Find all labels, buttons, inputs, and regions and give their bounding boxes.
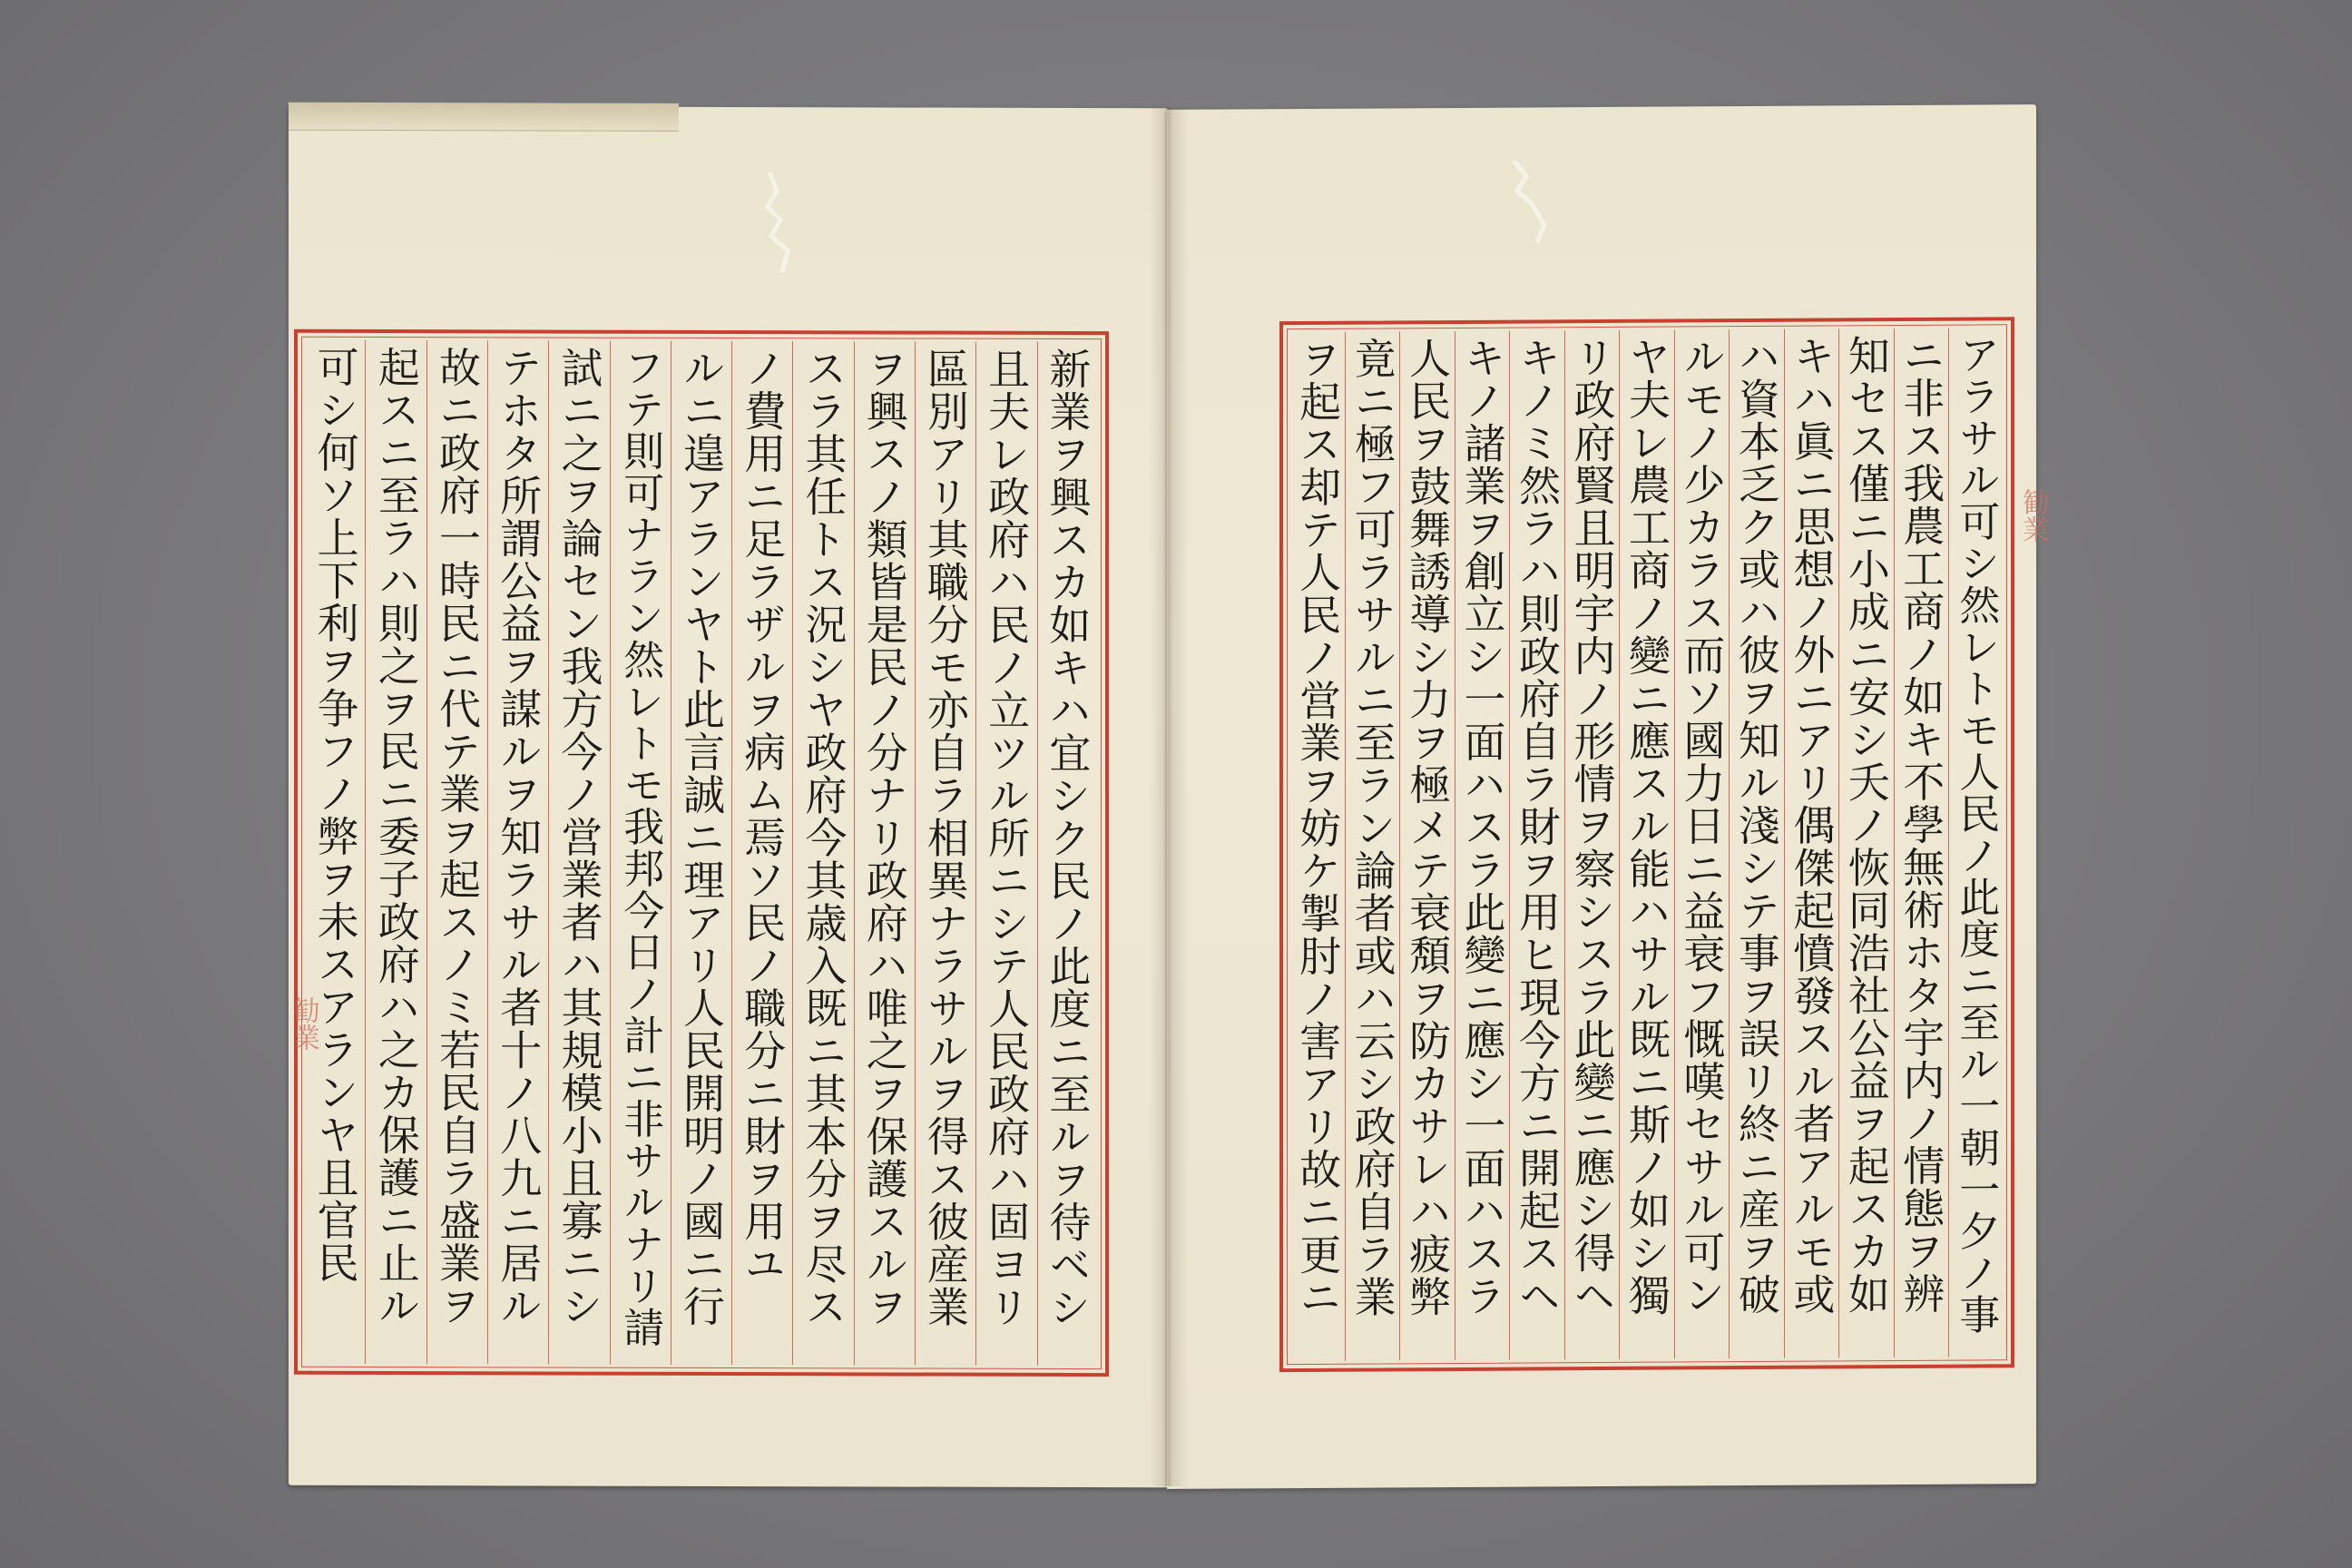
text-column: フテ則可ナラン然レトモ我邦今日ノ計ニ非サルナリ請 bbox=[616, 346, 665, 1348]
text-column: 起スニ至ラハ則之ヲ民ニ委子政府ハ之カ保護ニ止ル bbox=[371, 345, 421, 1328]
text-column: スラ其任トス況シヤ政府今其歳入既ニ其本分ヲ尽ス bbox=[799, 347, 848, 1328]
text-column: 竟ニ極フ可ラサルニ至ラン論者或ハ云シ政府自ラ業 bbox=[1348, 337, 1397, 1318]
right-page-text bbox=[1290, 333, 2004, 1356]
ruling-line bbox=[1948, 328, 2004, 1357]
ruling-line bbox=[305, 340, 365, 1364]
ruling-line bbox=[548, 340, 609, 1364]
ruling-line bbox=[487, 340, 548, 1364]
text-column: キノ諸業ヲ創立シ一面ハスラ此變ニ應シ一面ハスラ bbox=[1457, 336, 1507, 1318]
text-column: 新業ヲ興スカ如キハ宜シク民ノ此度ニ至ルヲ待ベシ bbox=[1043, 347, 1093, 1329]
ruling-line bbox=[731, 341, 792, 1365]
text-column: ヤ夫レ農工商ノ變ニ應スル能ハサル既ニ斯ノ如シ獨 bbox=[1622, 335, 1671, 1317]
right-page-frame bbox=[1279, 317, 2014, 1372]
text-column: キハ眞ニ思想ノ外ニアリ偶傑起憤發スル者アルモ或 bbox=[1787, 334, 1837, 1316]
ruling-line bbox=[792, 341, 853, 1365]
ruling-line bbox=[1838, 328, 1894, 1357]
right-page-edge-label: 勧業 bbox=[2017, 488, 2049, 543]
text-column: ルモノ少カラス而ソ國力日ニ益衰フ慨嘆セサル可ン bbox=[1677, 335, 1727, 1317]
ruling-line bbox=[975, 342, 1036, 1366]
text-column: ハ資本乏ク或ハ彼ヲ知ル淺シテ事ヲ誤リ終ニ産ヲ破 bbox=[1731, 334, 1781, 1317]
text-column: アラサル可シ然レトモ人民ノ此度ニ至ル一朝一夕ノ事 bbox=[1952, 333, 2001, 1336]
ruling-line bbox=[610, 341, 671, 1365]
ruling-line bbox=[1455, 331, 1510, 1360]
text-column: 可シ何ソ上下利ヲ争フノ弊ヲ未スアランヤ且官民 bbox=[310, 345, 360, 1284]
ruling-line bbox=[1564, 330, 1620, 1359]
text-column: 故ニ政府一時民ニ代テ業ヲ起スノミ若民自ラ盛業ヲ bbox=[433, 346, 483, 1328]
ruling-line bbox=[854, 341, 915, 1365]
text-column: 且夫レ政府ハ民ノ立ツル所ニシテ人民政府ハ固ヨリ bbox=[982, 347, 1032, 1328]
open-book bbox=[288, 107, 2049, 1486]
left-page-frame bbox=[294, 329, 1109, 1377]
left-page bbox=[289, 106, 1167, 1488]
ruling-line bbox=[1894, 328, 1949, 1357]
text-column: ノ費用ニ足ラザルヲ病ム焉ソ民ノ職分ニ財ヲ用ユ bbox=[738, 347, 788, 1286]
text-column: 試ニ之ヲ論セン我方今ノ営業者ハ其規模小且寡ニシ bbox=[554, 346, 604, 1328]
book-gutter bbox=[1149, 107, 1189, 1486]
left-page-text bbox=[305, 346, 1098, 1360]
ruling-line bbox=[426, 340, 487, 1364]
ruling-line bbox=[1729, 329, 1784, 1358]
spine-tape bbox=[289, 103, 679, 132]
ruling-line bbox=[1509, 330, 1564, 1359]
text-column: 人民ヲ鼓舞誘導シ力ヲ極メテ衰頽ヲ防カサレハ疲弊 bbox=[1403, 337, 1453, 1318]
text-column: ヲ興スノ類皆是民ノ分ナリ政府ハ唯之ヲ保護スルヲ bbox=[859, 347, 909, 1328]
left-page-edge-label: 勧業 bbox=[288, 996, 319, 1051]
text-column: テホタ所謂公益ヲ謀ルヲ知ラサル者十ノ八九ニ居ル bbox=[494, 346, 544, 1328]
text-column: リ政府賢且明宇内ノ形情ヲ察シスラ此變ニ應シ得ヘ bbox=[1567, 335, 1617, 1318]
left-page-rules bbox=[305, 340, 1098, 1366]
text-column: 知セス僅ニ小成ニ安シ夭ノ恢同浩社公益ヲ起スカ如 bbox=[1841, 334, 1891, 1316]
text-column: ニ非ス我農工商ノ如キ不學無術ホタ宇内ノ情態ヲ辨 bbox=[1896, 333, 1946, 1316]
torn-paper-notch bbox=[751, 172, 806, 272]
ruling-line bbox=[1037, 342, 1098, 1366]
ruling-line bbox=[1619, 330, 1674, 1359]
ruling-line bbox=[915, 342, 975, 1366]
torn-paper-notch bbox=[1504, 160, 1559, 260]
ruling-line bbox=[1784, 328, 1839, 1357]
text-column: ヲ起ス却テ人民ノ営業ヲ妨ケ掣肘ノ害アリ故ニ更ニ bbox=[1293, 337, 1343, 1319]
ruling-line bbox=[1290, 332, 1345, 1361]
ruling-line bbox=[671, 341, 731, 1365]
ruling-line bbox=[1399, 331, 1455, 1360]
right-page bbox=[1167, 104, 2036, 1489]
text-column: キノミ然ラハ則政府自ラ財ヲ用ヒ現今方ニ開起スヘ bbox=[1513, 336, 1563, 1318]
ruling-line bbox=[1345, 331, 1400, 1360]
text-column: ルニ遑アランヤト此言誠ニ理アリ人民開明ノ國ニ行 bbox=[676, 346, 726, 1328]
ruling-line bbox=[365, 340, 426, 1364]
ruling-line bbox=[1674, 329, 1730, 1358]
right-page-rules bbox=[1290, 328, 2004, 1361]
text-column: 區別アリ其職分モ亦自ラ相異ナラサルヲ得ス彼産業 bbox=[920, 347, 970, 1328]
